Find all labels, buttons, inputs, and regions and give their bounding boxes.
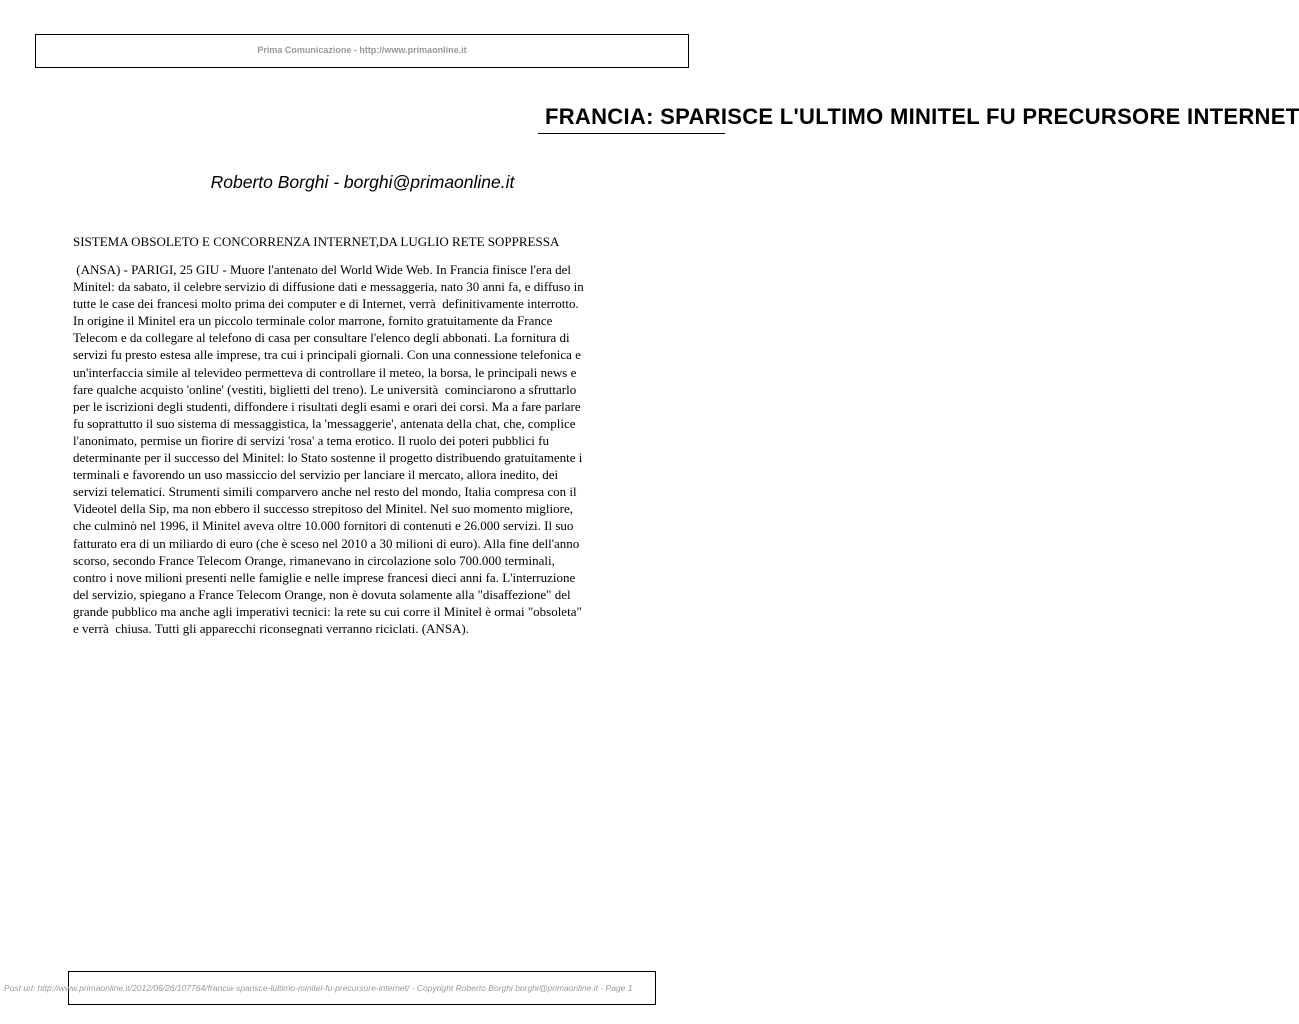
body-line: del servizio, spiegano a France Telecom Orange, non è dovuta solamente alla "disaffezione" del: [73, 586, 571, 602]
body-line: determinante per il successo del Minitel: lo Stato sostenne il progetto distribuendo gratuitamente i: [73, 450, 583, 466]
body-line: tutte le case dei francesi molto prima dei computer e di Internet, verrà definitivamente interrotto.: [73, 296, 579, 312]
body-line: Videotel della Sip, ma non ebbero il successo strepitoso del Minitel. Nel suo momento migliore,: [73, 501, 573, 517]
article-author: Roberto Borghi - borghi@primaonline.it: [210, 172, 515, 192]
body-line: fare qualche acquisto 'online' (vestiti, biglietti del treno). Le università cominciarono a sfruttarlo: [73, 381, 577, 397]
body-line: fu soprattutto il suo sistema di messaggistica, la 'messaggerie', antenata della chat, che, complice: [73, 415, 576, 431]
article-subtitle: SISTEMA OBSOLETO E CONCORRENZA INTERNET,DA LUGLIO RETE SOPPRESSA: [73, 234, 560, 249]
body-line: scorso, secondo France Telecom Orange, rimanevano in circolazione solo 700.000 terminali,: [73, 552, 555, 568]
title-underline: [538, 133, 725, 134]
body-line: terminali e favorendo un uso massiccio del servizio per lanciare il mercato, allora inedito, dei: [73, 467, 559, 483]
header-site-text: Prima Comunicazione - http://www.primaonline.it: [257, 45, 467, 55]
footer-post-url: Post url: http://www.primaonline.it/2012/06/26/107764/francia-sparisce-lultimo-minitel-fu-precursore-internet/ - Copyright Roberto Borghi borghi@primaonline.it - Page 1: [4, 983, 633, 993]
body-line: per le iscrizioni degli studenti, diffondere i risultati degli esami e orari dei corsi. Ma a fare parlare: [73, 398, 581, 414]
body-line: fatturato era di un miliardo di euro (che è sceso nel 2010 a 30 milioni di euro). Alla fine dell'anno: [73, 535, 580, 551]
body-line: e verrà chiusa. Tutti gli apparecchi riconsegnati verranno riciclati. (ANSA).: [73, 620, 470, 636]
article-body: [73, 261, 653, 637]
body-line: servizi telematici. Strumenti simili comparvero anche nel resto del mondo, Italia compresa con il: [73, 484, 577, 500]
body-line: (ANSA) - PARIGI, 25 GIU - Muore l'antenato del World Wide Web. In Francia finisce l'era del: [73, 262, 571, 277]
body-line: Telecom e da collegare al telefono di casa per consultare l'elenco degli abbonati. La fornitura di: [73, 330, 570, 346]
page-header: [35, 34, 689, 68]
body-line: l'anonimato, permise un fiorire di servizi 'rosa' a tema erotico. Il ruolo dei poteri pubblici fu: [73, 432, 549, 448]
body-line: contro i nove milioni presenti nelle famiglie e nelle imprese francesi dieci anni fa. L'interruzione: [73, 569, 576, 585]
body-line: che culminò nel 1996, il Minitel aveva oltre 10.000 fornitori di contenuti e 26.000 servizi. Il suo: [73, 518, 574, 534]
body-line: servizi fu presto estesa alle imprese, tra cui i principali giornali. Con una connessione telefonica e: [73, 347, 581, 363]
body-line: In origine il Minitel era un piccolo terminale color marrone, fornito gratuitamente da France: [73, 313, 553, 329]
body-line: un'interfaccia simile al televideo permetteva di controllare il meteo, la borsa, le principali news e: [73, 364, 577, 380]
article-title: FRANCIA: SPARISCE L'ULTIMO MINITEL FU PRECURSORE INTERNET: [545, 104, 1299, 129]
body-line: grande pubblico ma anche agli imperativi tecnici: la rete su cui corre il Minitel è ormai "obsoleta": [73, 603, 582, 619]
body-line: Minitel: da sabato, il celebre servizio di diffusione dati e messaggeria, nato 30 anni fa, e diffuso in: [73, 279, 584, 295]
